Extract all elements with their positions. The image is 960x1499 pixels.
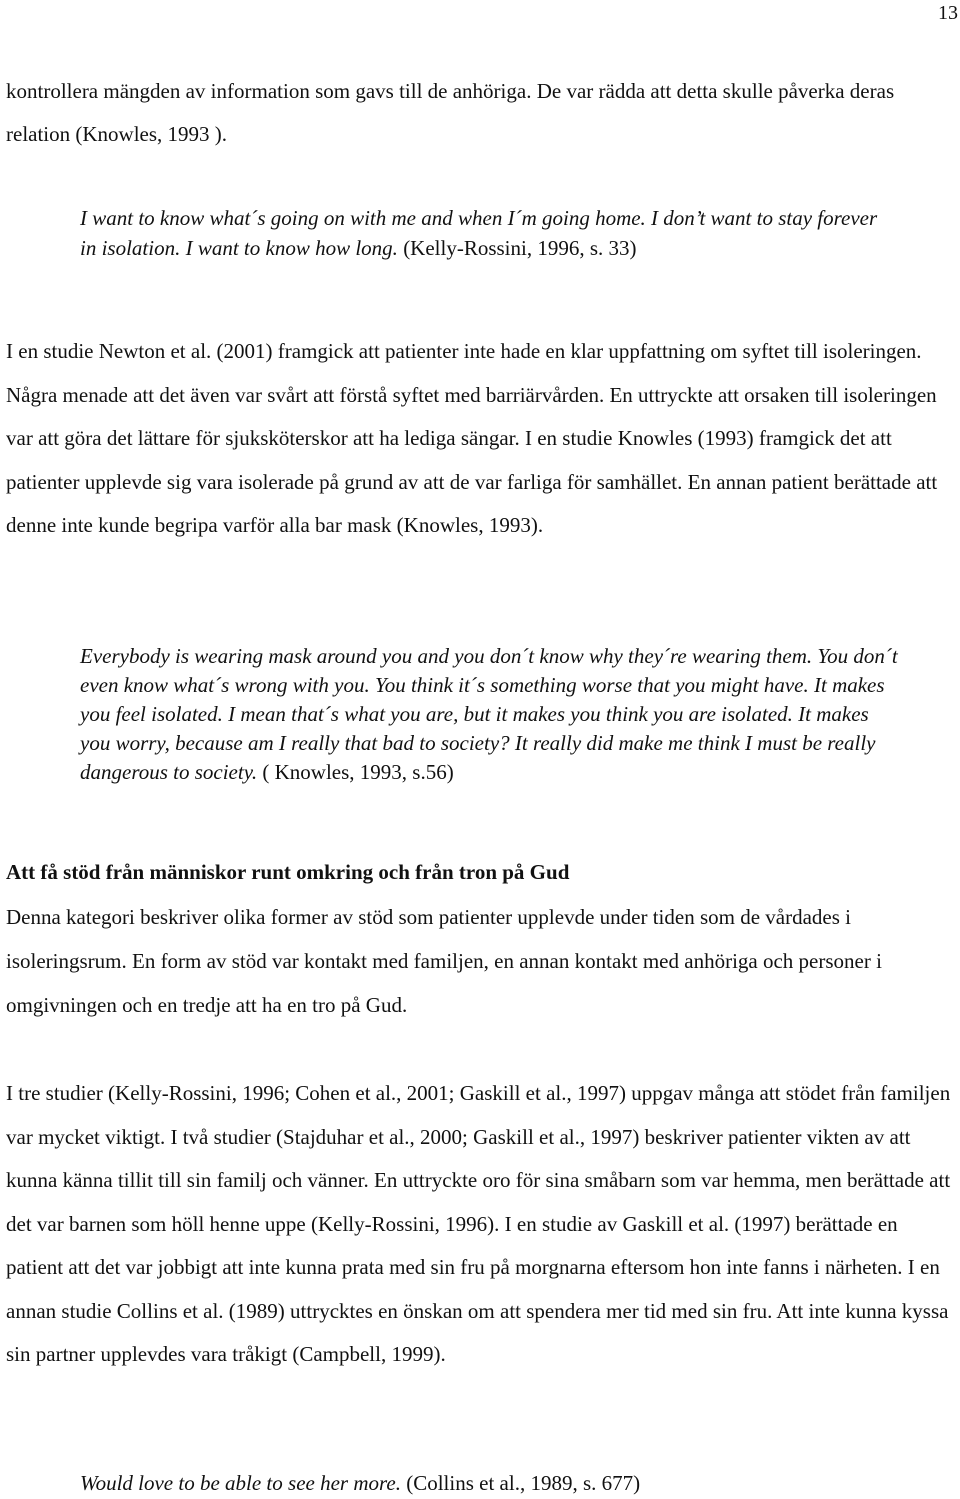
paragraph-support-category: Denna kategori beskriver olika former av stöd som patienter upplevde under tiden som de vårdades i isoleringsrum. En form av stöd var kontakt med familjen, en annan kontakt med anhöriga och personer i omgivningen och en tredje att ha en tro på Gud. xyxy=(6,905,882,1017)
block-quote-masks xyxy=(80,642,900,787)
paragraph-family-information: kontrollera mängden av information som gavs till de anhöriga. De var rädda att detta skulle påverka deras relation (Knowles, 1993 ). xyxy=(6,79,895,146)
page-number: 13 xyxy=(938,2,958,24)
paragraph-family-support: I tre studier (Kelly-Rossini, 1996; Cohen et al., 2001; Gaskill et al., 1997) uppgav många att stödet från familjen var mycket viktigt. I två studier (Stajduhar et al., 2000; Gaskill et al., 1997) beskriver patienter vikten av att kunna känna tillit till sin familj och vänner. En uttryckte oro för sina småbarn som var hemma, men berättade att det var barnen som höll henne uppe (Kelly-Rossini, 1996). I en studie av Gaskill et al. (1997) berättade en patient att det var jobbigt att inte kunna prata med sin fru på morgnarna eftersom hon inte fanns i närheten. I en annan studie Collins et al. (1989) uttrycktes en önskan om att spendera mer tid med sin fru. Att inte kunna kyssa sin partner upplevdes vara tråkigt (Campbell, 1999). xyxy=(6,1081,951,1366)
block-quote-isolation-duration xyxy=(80,203,880,263)
quote-text: Everybody is wearing mask around you and you don´t know why they´re wearing them. You don´t even know what´s wrong with you. You think it´s something worse that you might have. It makes you feel isolated. I mean that´s what you are, but it makes you think you are isolated. It makes you worry, because am I really that bad to society? It really did make me think I must be really dangerous to society. xyxy=(80,644,898,784)
section-heading: Att få stöd från människor runt omkring och från tron på Gud xyxy=(6,860,570,884)
quote-citation: (Kelly-Rossini, 1996, s. 33) xyxy=(397,236,637,260)
quote-citation: ( Knowles, 1993, s.56) xyxy=(257,760,454,784)
quote-citation: (Collins et al., 1989, s. 677) xyxy=(400,1471,641,1495)
paragraph-purpose-of-isolation: I en studie Newton et al. (2001) framgick att patienter inte hade en klar uppfattning om syftet till isoleringen. Några menade att det även var svårt att förstå syftet med barriärvården. En uttryckte att orsaken till isoleringen var att göra det lättare för sjuksköterskor att ha lediga sängar. I en studie Knowles (1993) framgick det att patienter upplevde sig vara isolerade på grund av att de var farliga för samhället. En annan patient berättade att denne inte kunde begripa varför alla bar mask (Knowles, 1993). xyxy=(6,339,938,537)
quote-text: Would love to be able to see her more. xyxy=(80,1471,401,1495)
quote-text: I want to know what´s going on with me and when I´m going home. I don’t want to stay forever in isolation. I want to know how long. xyxy=(80,206,878,260)
block-quote-see-her-more xyxy=(80,1468,940,1498)
